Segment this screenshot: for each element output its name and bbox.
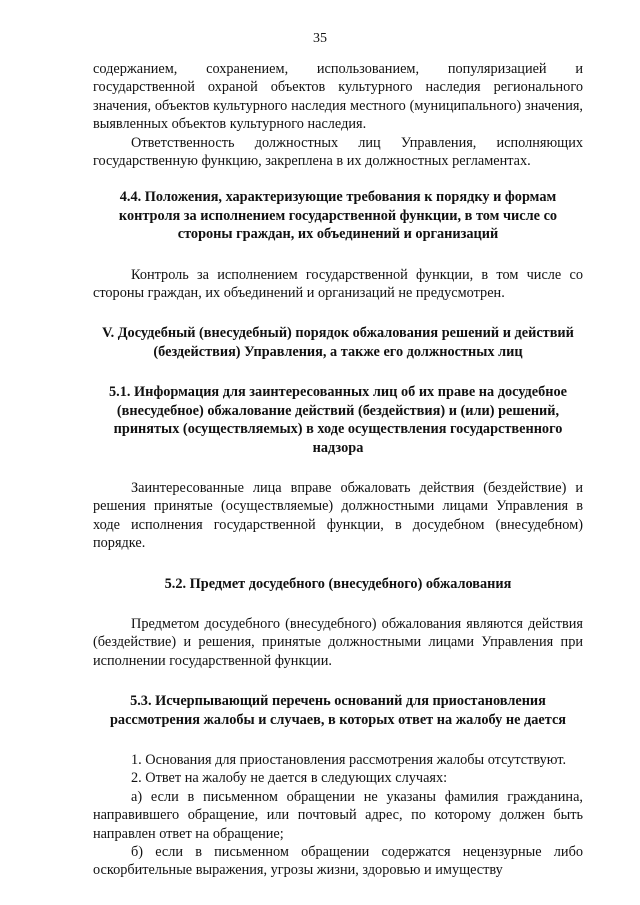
list-item-2b: б) если в письменном обращении содержатся нецензурные либо оскорбительные выражения, угрозы жизни, здоровью и имуществу — [93, 844, 583, 879]
document-body — [93, 60, 583, 880]
paragraph-appeal-subject: Предметом досудебного (внесудебного) обжалования являются действия (бездействие) и решения, принятые должностными лицами Управления при исполнении государственной функции. — [93, 615, 583, 669]
section-heading-4-4: 4.4. Положения, характеризующие требования к порядку и формам контроля за исполнением государственной функции, в том числе со стороны граждан, их объединений и организаций — [118, 189, 558, 243]
section-heading-5-3: 5.3. Исчерпывающий перечень оснований для приостановления рассмотрения жалобы и случаев, в которых ответ на жалобу не дается — [109, 693, 567, 728]
chapter-heading-v: V. Досудебный (внесудебный) порядок обжалования решений и действий (бездействия) Управления, а также его должностных лиц — [102, 325, 574, 360]
paragraph-control: Контроль за исполнением государственной функции, в том числе со стороны граждан, их объединений и организаций не предусмотрен. — [93, 266, 583, 302]
paragraph-continuation: содержанием, сохранением, использованием, популяризацией и государственной охраной объектов культурного наследия регионального значения, объектов культурного наследия местного (муниципального) значения, выявленных объектов культурного наследия. — [93, 61, 583, 133]
page-number: 35 — [313, 31, 327, 46]
paragraph-responsibility: Ответственность должностных лиц Управления, исполняющих государственную функцию, закреплена в их должностных регламентах. — [93, 134, 583, 170]
section-heading-5-1: 5.1. Информация для заинтересованных лиц об их праве на досудебное (внесудебное) обжалование действий (бездействия) и (или) решений, принятых (осуществляемых) в ходе осуществления государственного надзора — [109, 384, 567, 456]
paragraph-appeal-right: Заинтересованные лица вправе обжаловать действия (бездействие) и решения принятые (осуществляемые) должностными лицами Управления в ходе исполнения государственной функции, в досудебном (внесудебном) порядке. — [93, 479, 583, 552]
list-item-2: 2. Ответ на жалобу не дается в следующих случаях: — [131, 770, 448, 787]
section-heading-5-2: 5.2. Предмет досудебного (внесудебного) обжалования — [164, 575, 512, 592]
list-item-2a: а) если в письменном обращении не указаны фамилия гражданина, направившего обращение, или почтовый адрес, по которому должен быть направлен ответ на обращение; — [93, 788, 583, 842]
list-item-1: 1. Основания для приостановления рассмотрения жалобы отсутствуют. — [131, 751, 567, 768]
